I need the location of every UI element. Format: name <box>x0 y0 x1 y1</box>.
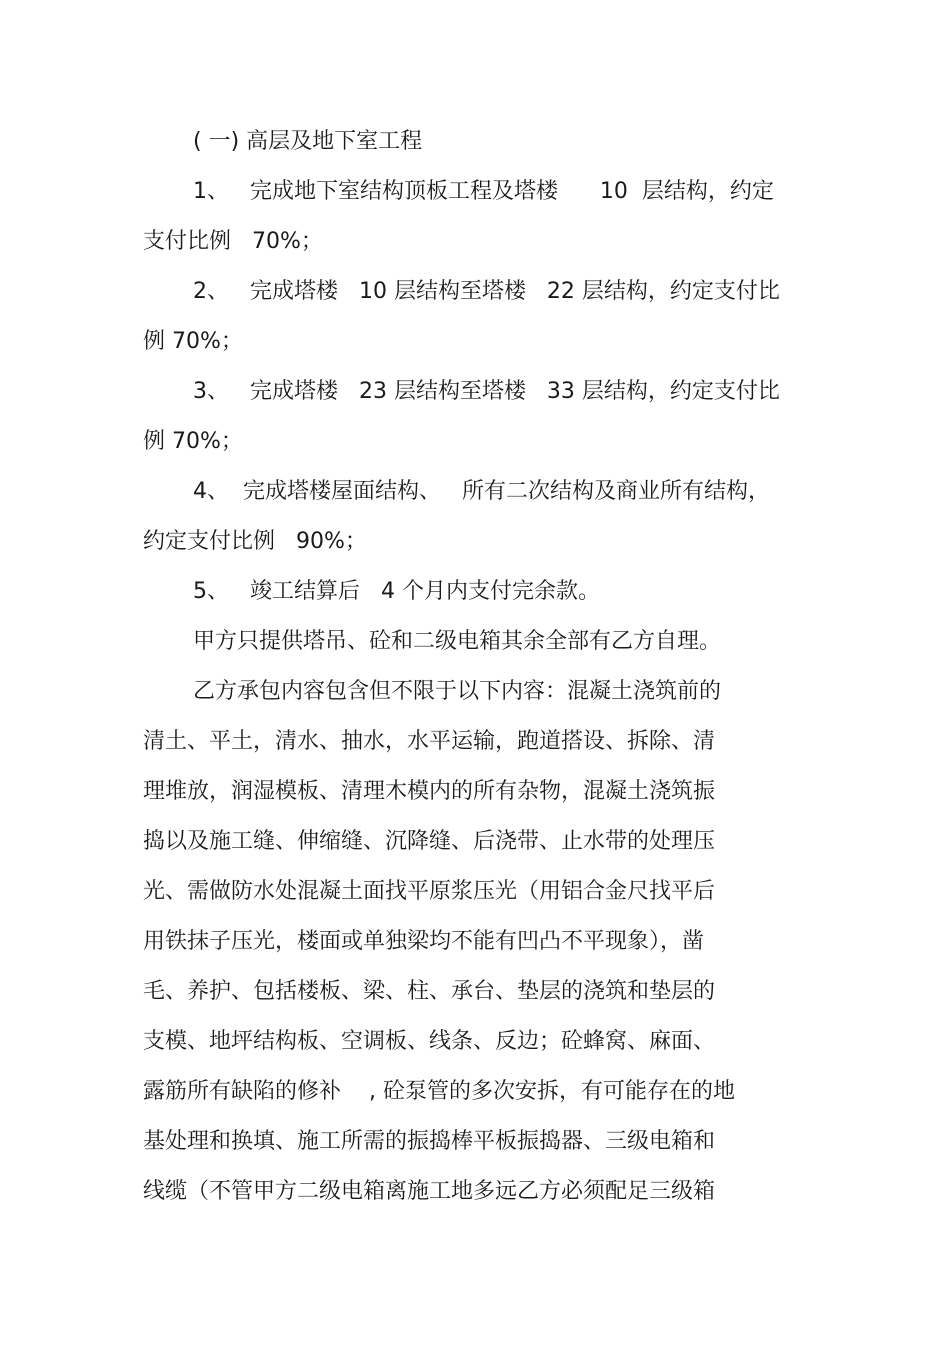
text-line: 线缆（不管甲方二级电箱离施工地多远乙方必须配足三级箱 <box>143 1179 716 1204</box>
text-line: 理堆放，润湿模板、清理木模内的所有杂物，混凝土浇筑振 <box>143 779 716 804</box>
text-line: 基处理和换填、施工所需的振捣棒平板振捣器、三级电箱和 <box>143 1129 716 1154</box>
text-line: 3、 完成塔楼 23 层结构至塔楼 33 层结构，约定支付比 <box>193 379 780 404</box>
text-line: 毛、养护、包括楼板、梁、柱、承台、垫层的浇筑和垫层的 <box>143 979 716 1004</box>
text-line: 露筋所有缺陷的修补 , 砼泵管的多次安拆，有可能存在的地 <box>143 1079 735 1104</box>
text-line: 约定支付比例 90%； <box>143 529 367 554</box>
text-line: 5、 竣工结算后 4 个月内支付完余款。 <box>193 579 600 604</box>
text-line: 支模、地坪结构板、空调板、线条、反边；砼蜂窝、麻面、 <box>143 1029 716 1054</box>
text-line: 乙方承包内容包含但不限于以下内容：混凝土浇筑前的 <box>193 679 722 704</box>
text-line: 例 70%； <box>143 329 243 354</box>
text-line: 例 70%； <box>143 429 243 454</box>
text-line: 甲方只提供塔吊、砼和二级电箱其余全部有乙方自理。 <box>193 629 722 654</box>
text-line: 4、 完成塔楼屋面结构、 所有二次结构及商业所有结构， <box>193 479 770 504</box>
text-line: 2、 完成塔楼 10 层结构至塔楼 22 层结构，约定支付比 <box>193 279 780 304</box>
text-line: 支付比例 70%； <box>143 229 323 254</box>
text-line: 光、需做防水处混凝土面找平原浆压光（用铝合金尺找平后 <box>143 879 716 904</box>
section-heading: ( 一) 高层及地下室工程 <box>193 129 423 154</box>
text-line: 捣以及施工缝、伸缩缝、沉降缝、后浇带、止水带的处理压 <box>143 829 716 854</box>
text-line: 用铁抹子压光，楼面或单独梁均不能有凹凸不平现象），凿 <box>143 929 705 954</box>
text-line: 1、 完成地下室结构顶板工程及塔楼 10 层结构，约定 <box>193 179 774 204</box>
text-line: 清土、平土，清水、抽水，水平运输，跑道搭设、拆除、清 <box>143 729 716 754</box>
